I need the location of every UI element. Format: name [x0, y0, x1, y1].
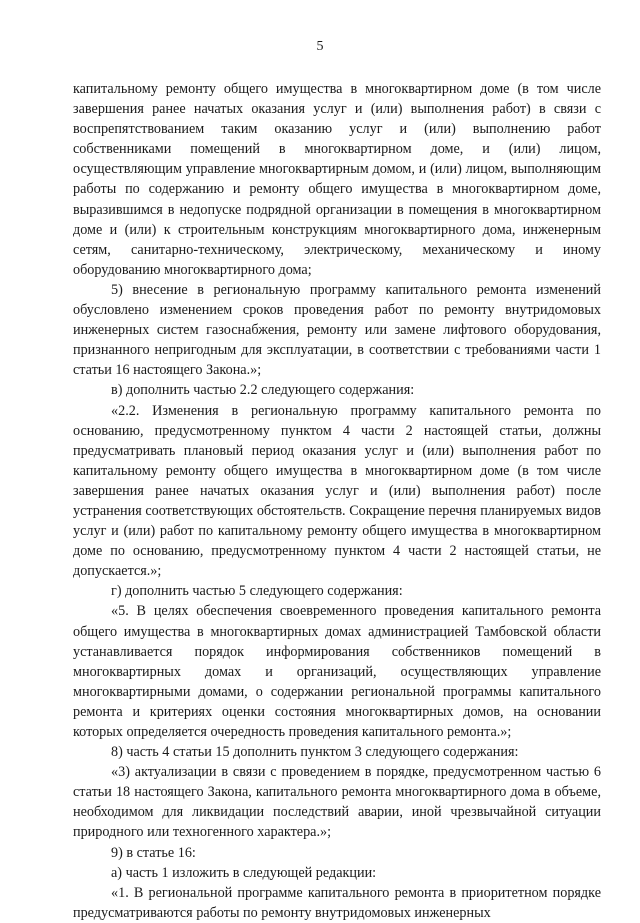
paragraph-point-3: «3) актуализации в связи с проведением в порядке, предусмотренном частью 6 статьи 18 настоящего Закона, капитального ремонта многоквартирного дома в объеме, необходимом для ликвидации последствий аварии, иной чрезвычайной ситуации природного или техногенного характера.»;: [73, 764, 601, 841]
paragraph-item-5: 5) внесение в региональную программу капитального ремонта изменений обусловлено изменением сроков проведения работ по ремонту внутридомовых инженерных систем газоснабжения, ремонту или замене лифтового оборудования, признанного непригодным для эксплуатации, в соответствии с требованиями части 1 статьи 16 настоящего Закона.»;: [73, 281, 601, 379]
paragraph-subitem-g: г) дополнить частью 5 следующего содержания:: [111, 583, 403, 600]
paragraph-subitem-v: в) дополнить частью 2.2 следующего содержания:: [111, 382, 415, 399]
paragraph-part-5: «5. В целях обеспечения своевременного проведения капитального ремонта общего имущества в многоквартирных домах администрацией Тамбовской области устанавливается порядок информирования собственников помещений в многоквартирных домах и организаций, осуществляющих управление многоквартирными домами, о содержании региональной программы капитального ремонта и критериях оценки состояния многоквартирных домов, на основании которых определяется очередность проведения капитального ремонта.»;: [73, 603, 601, 740]
paragraph-part-2-2: «2.2. Изменения в региональную программу капитального ремонта по основанию, предусмотренному пунктом 4 части 2 настоящей статьи, должны предусматривать плановый период оказания услуг и (или) выполнения работ по капитальному ремонту общего имущества в многоквартирном доме (в том числе завершения ранее начатых оказания услуг и (или) выполнения работ) после устранения соответствующих обстоятельств. Сокращение перечня планируемых видов услуг и (или) работ по капитальному ремонту общего имущества в многоквартирном доме по основанию, предусмотренному пунктом 4 части 2 настоящей статьи, не допускается.»;: [73, 402, 601, 580]
paragraph-item-8: 8) часть 4 статьи 15 дополнить пунктом 3 следующего содержания:: [111, 744, 519, 761]
paragraph-subitem-a: а) часть 1 изложить в следующей редакции:: [111, 864, 377, 881]
paragraph-continuation: капитальному ремонту общего имущества в многоквартирном доме (в том числе завершения ранее начатых оказания услуг и (или) выполнения работ) в связи с воспрепятствованием таким оказанию услуг и (или) выполнению работ собственниками помещений в многоквартирном доме, и (или) лицом, осуществляющим управление многоквартирным домом, и (или) лицом, выполняющим работы по содержанию и ремонту общего имущества в многоквартирном доме, выразившимся в недопуске подрядной организации в помещения в многоквартирном доме и (или) к строительным конструкциям многоквартирного дома, инженерным сетям, санитарно-техническому, электрическому, механическому и иному оборудованию многоквартирного дома;: [73, 81, 601, 278]
document-body: [73, 79, 601, 923]
paragraph-part-1: «1. В региональной программе капитального ремонта в приоритетном порядке предусматриваются работы по ремонту внутридомовых инженерных: [73, 884, 601, 921]
paragraph-item-9: 9) в статье 16:: [111, 844, 196, 861]
page-number: 5: [316, 39, 324, 54]
